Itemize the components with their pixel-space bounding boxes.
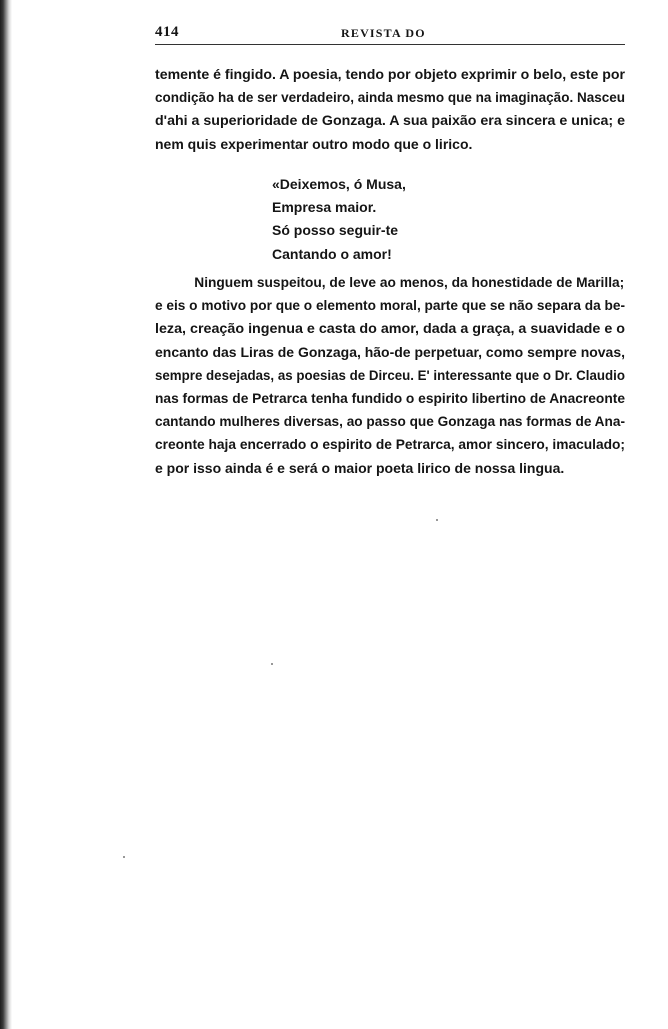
text-line: Ninguem suspeitou, de leve ao menos, da honestidade de Marilla; [194,274,625,290]
paragraph-1 [155,63,625,156]
text-line: condição ha de ser verdadeiro, ainda mesmo que na imaginação. Nasceu [155,89,626,106]
text-line: encanto das Liras de Gonzaga, hão-de perpetuar, como sempre novas, [155,343,625,360]
verse-line: Só posso seguir-te [272,222,399,239]
text-line: leza, creação ingenua e casta do amor, dada a graça, a suavidade e o [155,320,625,337]
binding-shadow [0,0,12,1029]
text-line: nas formas de Petrarca tenha fundido o espirito libertino de Anacreonte [155,389,625,406]
text-line: cantando mulheres diversas, ao passo que Gonzaga nas formas de Ana- [155,413,625,430]
page-number: 414 [155,24,179,40]
page-header [155,24,625,46]
text-line: creonte haja encerrado o espirito de Petrarca, amor sincero, imaculado; [155,436,625,453]
verse-line: Cantando o amor! [272,245,392,262]
verse-line: «Deixemos, ó Musa, [272,176,406,192]
scan-speck [271,663,273,665]
scan-speck [123,856,125,858]
verse-quote [272,173,472,266]
header-rule [155,44,625,45]
paragraph-2 [155,271,625,480]
verse-line: Empresa maior. [272,199,377,216]
text-line: d'ahi a superioridade de Gonzaga. A sua paixão era sincera e unica; e [155,112,625,129]
scan-speck [436,519,438,521]
text-line: nem quis experimentar outro modo que o lirico. [155,135,473,152]
text-line: temente é fingido. A poesia, tendo por objeto exprimir o belo, este por [155,66,626,82]
text-line: sempre desejadas, as poesias de Dirceu. E' interessante que o Dr. Claudio [155,366,625,383]
running-head: REVISTA DO [341,26,426,40]
text-line: e eis o motivo por que o elemento moral, parte que se não separa da be- [155,297,626,314]
text-line: e por isso ainda é e será o maior poeta lirico de nossa lingua. [155,459,565,476]
